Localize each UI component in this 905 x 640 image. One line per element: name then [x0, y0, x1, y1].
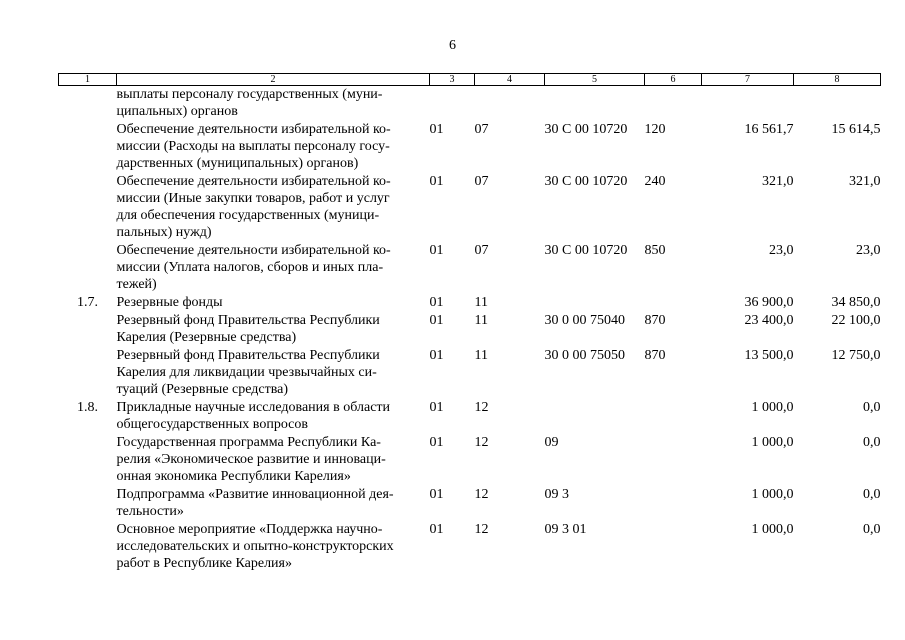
- section-code-cell: 01: [429, 348, 444, 363]
- subsection-code-cell: 11: [474, 313, 488, 328]
- subsection-code-cell: 11: [474, 295, 488, 310]
- page-number: 6: [449, 38, 456, 53]
- expense-type-cell: [645, 521, 702, 573]
- column-header: 6: [645, 74, 702, 86]
- section-code-cell: 01: [429, 400, 444, 415]
- amount-cell: 0,0: [863, 487, 881, 502]
- expense-type-cell: 240: [644, 174, 666, 189]
- amount-cell: 1 000,0: [751, 522, 794, 537]
- section-code-cell: 01: [429, 522, 444, 537]
- section-code-cell: 01: [429, 313, 444, 328]
- amount-cell: 13 500,0: [744, 348, 794, 363]
- row-name-cell: Обеспечение деятельности избирательной ко- миссии (Иные закупки товаров, работ и услуг для обеспечения государственных (муници- пальных) нужд): [116, 174, 391, 240]
- expense-type-cell: [645, 434, 702, 486]
- target-article-cell: [545, 399, 645, 434]
- amount-cell: 321,0: [849, 174, 881, 189]
- amount-cell: 36 900,0: [744, 295, 794, 310]
- expense-type-cell: [645, 486, 702, 521]
- row-name-cell: Прикладные научные исследования в области общегосударственных вопросов: [116, 400, 391, 432]
- amount-cell: 16 561,7: [744, 122, 794, 137]
- table-body: [59, 86, 881, 574]
- table-row: [59, 86, 881, 122]
- section-code-cell: 01: [429, 487, 444, 502]
- subsection-code-cell: 11: [474, 348, 488, 363]
- table-row: [59, 121, 881, 173]
- row-name-cell: Резервные фонды: [116, 295, 223, 310]
- row-number-cell: [59, 347, 117, 399]
- target-article-cell: 30 С 00 10720: [544, 243, 628, 258]
- table-row: [59, 486, 881, 521]
- expense-type-cell: 850: [644, 243, 666, 258]
- amount-cell: 23,0: [856, 243, 881, 258]
- table-row: [59, 399, 881, 434]
- subsection-code-cell: 12: [474, 400, 489, 415]
- row-number-cell: 1.8.: [77, 400, 98, 415]
- row-number-cell: [59, 121, 117, 173]
- column-header: 5: [545, 74, 645, 86]
- amount-cell: 0,0: [863, 400, 881, 415]
- amount-cell: 15 614,5: [831, 122, 881, 137]
- row-number-cell: 1.7.: [77, 295, 98, 310]
- target-article-cell: [545, 86, 645, 122]
- subsection-code-cell: [475, 86, 545, 122]
- row-number-cell: [59, 173, 117, 242]
- amount-cell: 0,0: [863, 435, 881, 450]
- table-row: [59, 312, 881, 347]
- subsection-code-cell: 12: [474, 522, 489, 537]
- target-article-cell: 30 С 00 10720: [544, 122, 628, 137]
- row-name-cell: выплаты персоналу государственных (муни- ципальных) органов: [116, 87, 383, 119]
- column-header: 3: [430, 74, 475, 86]
- row-number-cell: [59, 242, 117, 294]
- target-article-cell: 09 3: [544, 487, 569, 502]
- expense-type-cell: 120: [644, 122, 666, 137]
- column-header: 4: [475, 74, 545, 86]
- row-number-cell: [59, 434, 117, 486]
- subsection-code-cell: 07: [474, 243, 489, 258]
- amount-cell: 22 100,0: [831, 313, 881, 328]
- section-code-cell: 01: [429, 295, 444, 310]
- row-number-cell: [59, 86, 117, 122]
- expense-type-cell: [645, 399, 702, 434]
- amount-cell: 321,0: [762, 174, 794, 189]
- table-row: [59, 347, 881, 399]
- amount-cell: 23,0: [769, 243, 794, 258]
- amount-cell: 23 400,0: [744, 313, 794, 328]
- subsection-code-cell: 12: [474, 487, 489, 502]
- subsection-code-cell: 12: [474, 435, 489, 450]
- row-number-cell: [59, 521, 117, 573]
- column-header: 8: [794, 74, 881, 86]
- budget-table: [58, 73, 881, 573]
- subsection-code-cell: 07: [474, 122, 489, 137]
- target-article-cell: 30 С 00 10720: [544, 174, 628, 189]
- table-row: [59, 434, 881, 486]
- expense-type-cell: 870: [644, 348, 666, 363]
- expense-type-cell: [645, 86, 702, 122]
- table-row: [59, 294, 881, 312]
- target-article-cell: 09 3 01: [544, 522, 587, 537]
- row-name-cell: Подпрограмма «Развитие инновационной дея- тельности»: [116, 487, 394, 519]
- column-number-header-row: [59, 74, 881, 86]
- amount-cell: 1 000,0: [751, 400, 794, 415]
- subsection-code-cell: 07: [474, 174, 489, 189]
- section-code-cell: [430, 86, 475, 122]
- section-code-cell: 01: [429, 122, 444, 137]
- section-code-cell: 01: [429, 174, 444, 189]
- table-row: [59, 173, 881, 242]
- target-article-cell: 30 0 00 75050: [544, 348, 625, 363]
- target-article-cell: 09: [544, 435, 559, 450]
- expense-type-cell: 870: [644, 313, 666, 328]
- section-code-cell: 01: [429, 435, 444, 450]
- row-name-cell: Государственная программа Республики Ка- релия «Экономическое развитие и инноваци- онная экономика Республики Карелия»: [116, 435, 386, 484]
- amount-cell: 12 750,0: [831, 348, 881, 363]
- amount-cell: 1 000,0: [751, 435, 794, 450]
- amount-cell: 1 000,0: [751, 487, 794, 502]
- row-number-cell: [59, 312, 117, 347]
- column-header: 2: [117, 74, 430, 86]
- row-name-cell: Обеспечение деятельности избирательной ко- миссии (Расходы на выплаты персоналу госу- дарственных (муниципальных) органов): [116, 122, 391, 171]
- expense-type-cell: [645, 294, 702, 312]
- row-number-cell: [59, 486, 117, 521]
- table-row: [59, 521, 881, 573]
- row-name-cell: Основное мероприятие «Поддержка научно- исследовательских и опытно-конструкторских работ в Республике Карелия»: [116, 522, 394, 571]
- amount-cell: 34 850,0: [831, 295, 881, 310]
- amount-cell: [702, 86, 794, 122]
- target-article-cell: 30 0 00 75040: [544, 313, 625, 328]
- row-name-cell: Обеспечение деятельности избирательной ко- миссии (Уплата налогов, сборов и иных пла- тежей): [116, 243, 391, 292]
- row-name-cell: Резервный фонд Правительства Республики Карелия для ликвидации чрезвычайных си- туаций (Резервные средства): [116, 348, 380, 397]
- amount-cell: 0,0: [863, 522, 881, 537]
- table-row: [59, 242, 881, 294]
- section-code-cell: 01: [429, 243, 444, 258]
- amount-cell: [794, 86, 881, 122]
- column-header: 1: [59, 74, 117, 86]
- row-name-cell: Резервный фонд Правительства Республики Карелия (Резервные средства): [116, 313, 380, 345]
- column-header: 7: [702, 74, 794, 86]
- target-article-cell: [545, 294, 645, 312]
